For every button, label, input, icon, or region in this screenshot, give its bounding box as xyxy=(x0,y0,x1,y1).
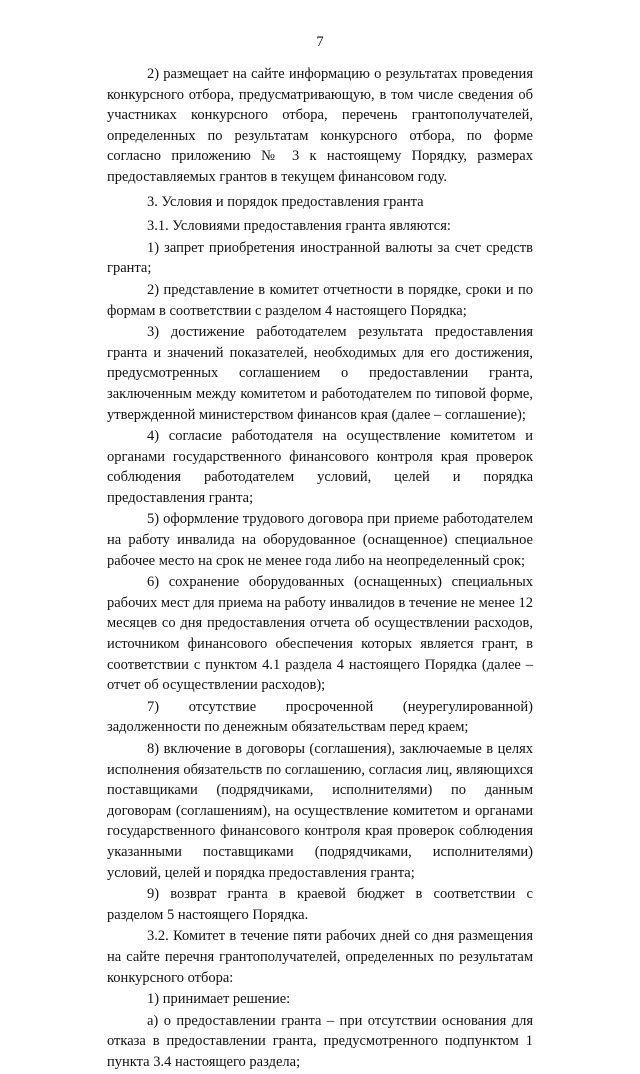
paragraph-decision-a: а) о предоставлении гранта – при отсутствии основания для отказа в предоставлении гранта, предусмотренного подпунктом 1 пункта 3.4 настоящего раздела; xyxy=(107,1012,533,1070)
page-number: 7 xyxy=(316,34,324,50)
paragraph-condition-3: 3) достижение работодателем результата предоставления гранта и значений показателей, необходимых для его достижения, предусмотренных соглашением о предоставлении гранта, заключенным между комитетом и работодателем по типовой форме, утвержденной министерством финансов края (далее – соглашение); xyxy=(107,324,533,423)
section-heading: 3. Условия и порядок предоставления гранта xyxy=(147,193,424,210)
document-body xyxy=(107,64,533,1074)
paragraph-condition-6: 6) сохранение оборудованных (оснащенных) специальных рабочих мест для приема на работу инвалидов в течение не менее 12 месяцев со дня предоставления отчета об осуществлении расходов, источником финансового обеспечения которых является грант, в соответствии с пунктом 4.1 раздела 4 настоящего Порядка (далее – отчет об осуществлении расходов); xyxy=(107,574,533,694)
paragraph-condition-4: 4) согласие работодателя на осуществление комитетом и органами государственного финансового контроля края проверок соблюдения работодателем условий, целей и порядка предоставления гранта; xyxy=(107,428,533,506)
paragraph-publication-info: 2) размещает на сайте информацию о результатах проведения конкурсного отбора, предусматривающую, в том числе сведения об участниках конкурсного отбора, перечень грантополучателей, определенных по результатам конкурсного отбора, по форме согласно приложению № 3 к настоящему Порядку, размерах предоставляемых грантов в текущем финансовом году. xyxy=(107,66,533,185)
paragraph-decision: 1) принимает решение: xyxy=(147,991,291,1008)
paragraph-committee-deadline: 3.2. Комитет в течение пяти рабочих дней со дня размещения на сайте перечня грантополучателей, определенных по результатам конкурсного отбора: xyxy=(107,928,533,986)
paragraph-condition-8: 8) включение в договоры (соглашения), заключаемые в целях исполнения обязательств по соглашению, согласия лиц, являющихся поставщиками (подрядчиками, исполнителями) по данным договорам (соглашениям), на осуществление комитетом и органами государственного финансового контроля края проверок соблюдения указанными поставщиками (подрядчиками, исполнителями) условий, целей и порядка предоставления гранта; xyxy=(107,741,533,881)
paragraph-condition-2: 2) представление в комитет отчетности в порядке, сроки и по формам в соответствии с разделом 4 настоящего Порядка; xyxy=(107,281,533,319)
paragraph-condition-5: 5) оформление трудового договора при приеме работодателем на работу инвалида на оборудованное (оснащенное) специальное рабочее место на срок не менее года либо на неопределенный срок; xyxy=(107,511,533,569)
paragraph-conditions-intro: 3.1. Условиями предоставления гранта являются: xyxy=(147,218,451,235)
paragraph-condition-1: 1) запрет приобретения иностранной валюты за счет средств гранта; xyxy=(107,239,533,277)
paragraph-condition-7: 7) отсутствие просроченной (неурегулированной) задолженности по денежным обязательствам перед краем; xyxy=(107,698,533,736)
paragraph-condition-9: 9) возврат гранта в краевой бюджет в соответствии с разделом 5 настоящего Порядка. xyxy=(107,886,533,923)
